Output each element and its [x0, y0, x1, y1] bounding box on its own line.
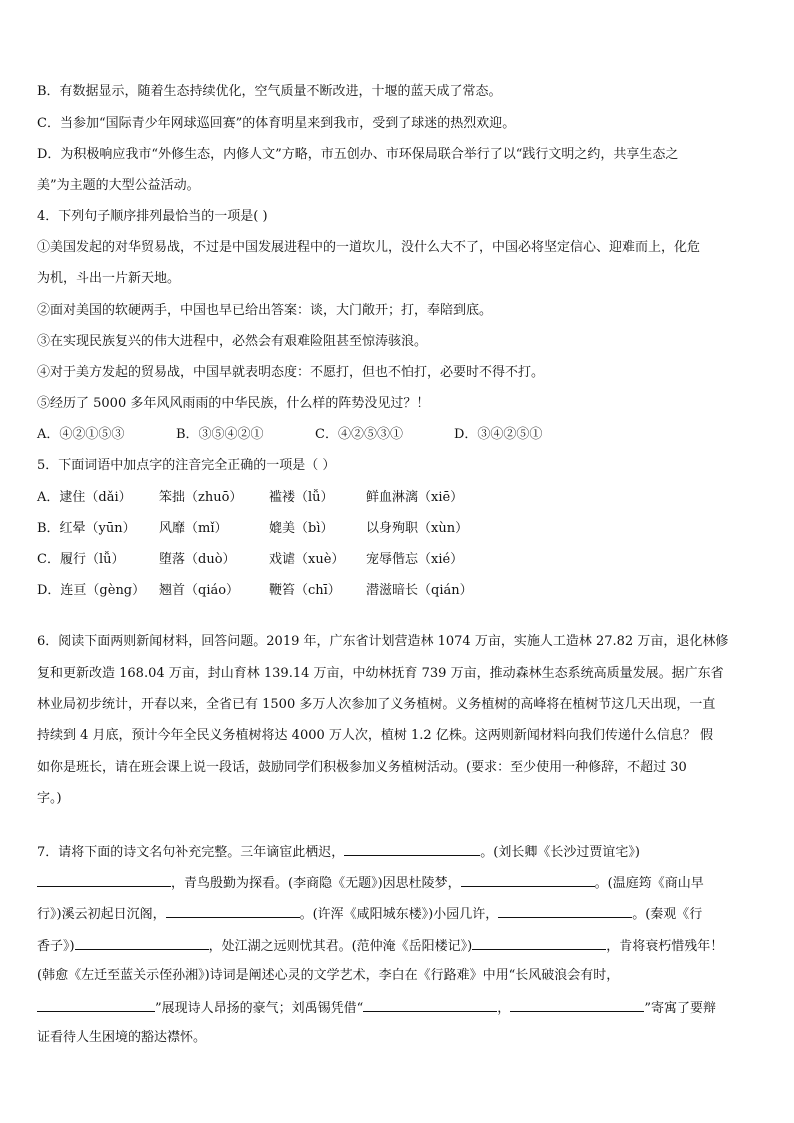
q7-text: ，青鸟殷勤为探看。(李商隐《无题》)因思杜陵梦，	[171, 876, 461, 891]
q3-option-b: B．有数据显示，随着生态持续优化，空气质量不断改进，十堰的蓝天成了常态。	[37, 84, 502, 99]
q6-line-6: 字。)	[37, 791, 62, 806]
q4-option-d: D．③④②⑤①	[454, 427, 543, 442]
q5-option-b	[37, 521, 759, 537]
q7-text: 行》)溪云初起日沉阁，	[37, 907, 166, 922]
q5-b-word-1: B．红晕（yūn）	[37, 521, 136, 536]
q5-stem: 5．下面词语中加点字的注音完全正确的一项是（ ）	[37, 458, 336, 473]
q5-d-word-2: 翘首（qiáo）	[159, 583, 240, 598]
q5-c-word-2: 堕落（duò）	[159, 552, 236, 567]
q4-option-c: C．④②⑤③①	[315, 427, 403, 442]
q6-line-2: 复和更新改造 168.04 万亩，封山育林 139.14 万亩，中幼林抚育 739 万亩，推动森林生态系统高质量发展。据广东省	[37, 666, 724, 681]
q4-option-a: A．④②①⑤③	[37, 427, 125, 442]
q4-option-b: B．③⑤④②①	[176, 427, 264, 442]
q6-line-5: 如你是班长，请在班会课上说一段话，鼓励同学们积极参加义务植树活动。(要求：至少使用一种修辞，不超过 30	[37, 760, 687, 775]
q7-text: ，肯将衰朽惜残年！	[606, 939, 724, 954]
q3-option-c: C．当参加“国际青少年网球巡回赛”的体育明星来到我市，受到了球迷的热烈欢迎。	[37, 116, 516, 131]
q5-b-word-2: 风靡（mǐ）	[159, 521, 228, 536]
q7-text: 。(刘长卿《长沙过贾谊宅》)	[480, 845, 640, 860]
q6-line-1: 6．阅读下面两则新闻材料，回答问题。2019 年，广东省计划营造林 1074 万亩，实施人工造林 27.82 万亩，退化林修	[37, 634, 729, 649]
q5-b-word-3: 媲美（bì）	[269, 521, 334, 536]
q7-text: ”展现诗人昂扬的豪气；刘禹锡凭借“	[155, 1001, 364, 1016]
answer-blank[interactable]	[37, 999, 155, 1012]
q3-option-d-line2: 美”为主题的大型公益活动。	[37, 178, 200, 193]
q7-line-7: 证看待人生困境的豁达襟怀。	[37, 1030, 207, 1045]
q5-c-word-3: 戏谑（xuè）	[269, 552, 345, 567]
answer-blank[interactable]	[498, 905, 632, 918]
q7-line-3	[37, 905, 759, 923]
q3-option-d-line1: D．为积极响应我市“外修生态，内修人文”方略，市五创办、市环保局联合举行了以“践行文明之约，共享生态之	[37, 147, 679, 162]
q4-sentence-3: ③在实现民族复兴的伟大进程中，必然会有艰难险阻甚至惊涛骇浪。	[37, 334, 428, 349]
q5-a-word-4: 鲜血淋漓（xiē）	[366, 490, 464, 505]
answer-blank[interactable]	[344, 843, 480, 856]
answer-blank[interactable]	[75, 937, 209, 950]
q5-c-word-4: 宠辱偕忘（xié）	[366, 552, 464, 567]
q7-text: 7．请将下面的诗文名句补充完整。三年谪宦此栖迟，	[37, 845, 345, 860]
q7-text: 。(温庭筠《商山早	[594, 876, 704, 891]
q7-text: 。(许浑《咸阳城东楼》)小园几许，	[299, 907, 499, 922]
q7-line-1	[37, 843, 759, 861]
q5-d-word-1: D．连亘（gèng）	[37, 583, 146, 598]
answer-blank[interactable]	[510, 999, 644, 1012]
q5-b-word-4: 以身殉职（xùn）	[366, 521, 469, 536]
q7-text: 香子》)	[37, 939, 75, 954]
q7-line-6	[37, 999, 759, 1017]
q5-option-d	[37, 583, 759, 599]
q4-sentence-4: ④对于美方发起的贸易战，中国早就表明态度：不愿打，但也不怕打，必要时不得不打。	[37, 365, 545, 380]
q5-c-word-1: C．履行（lǚ）	[37, 552, 125, 567]
q5-option-a	[37, 490, 759, 506]
q6-line-4: 持续到 4 月底，预计今年全民义务植树将达 4000 万人次，植树 1.2 亿株。这两则新闻材料向我们传递什么信息？ 假	[37, 728, 713, 743]
q4-sentence-2: ②面对美国的软硬两手，中国也早已给出答案：谈，大门敞开；打，奉陪到底。	[37, 303, 493, 318]
q7-line-2	[37, 874, 759, 892]
q4-options	[37, 427, 759, 443]
q5-a-word-2: 笨拙（zhuō）	[159, 490, 243, 505]
q5-a-word-3: 褴褛（lǚ）	[269, 490, 334, 505]
answer-blank[interactable]	[166, 905, 300, 918]
q7-text: ，	[497, 1001, 511, 1016]
answer-blank[interactable]	[461, 874, 595, 887]
answer-blank[interactable]	[472, 937, 606, 950]
q7-text: ”寄寓了要辩	[644, 1001, 716, 1016]
q7-text: ，处江湖之远则忧其君。(范仲淹《岳阳楼记》)	[208, 939, 473, 954]
answer-blank[interactable]	[37, 874, 171, 887]
q4-sentence-1-line2: 为机，斗出一片新天地。	[37, 271, 181, 286]
q4-sentence-1-line1: ①美国发起的对华贸易战，不过是中国发展进程中的一道坎儿，没什么大不了，中国必将坚定信心、迎难而上，化危	[37, 240, 701, 255]
q5-a-word-1: A．逮住（dǎi）	[37, 490, 132, 505]
q7-line-4	[37, 937, 759, 955]
answer-blank[interactable]	[363, 999, 497, 1012]
q4-sentence-5: ⑤经历了 5000 多年风风雨雨的中华民族，什么样的阵势没见过？！	[37, 396, 430, 411]
q5-option-c	[37, 552, 759, 568]
q7-text: 。(秦观《行	[632, 907, 703, 922]
q7-line-5: (韩愈《左迁至蓝关示侄孙湘》)诗词是阐述心灵的文学艺术，李白在《行路难》中用“长风破浪会有时，	[37, 968, 620, 983]
q4-stem: 4．下列句子顺序排列最恰当的一项是( )	[37, 209, 268, 224]
q6-line-3: 林业局初步统计，开春以来，全省已有 1500 多万人次参加了义务植树。义务植树的高峰将在植树节这几天出现，一直	[37, 697, 716, 712]
q5-d-word-3: 鞭笞（chī）	[269, 583, 341, 598]
q5-d-word-4: 潜滋暗长（qián）	[366, 583, 473, 598]
